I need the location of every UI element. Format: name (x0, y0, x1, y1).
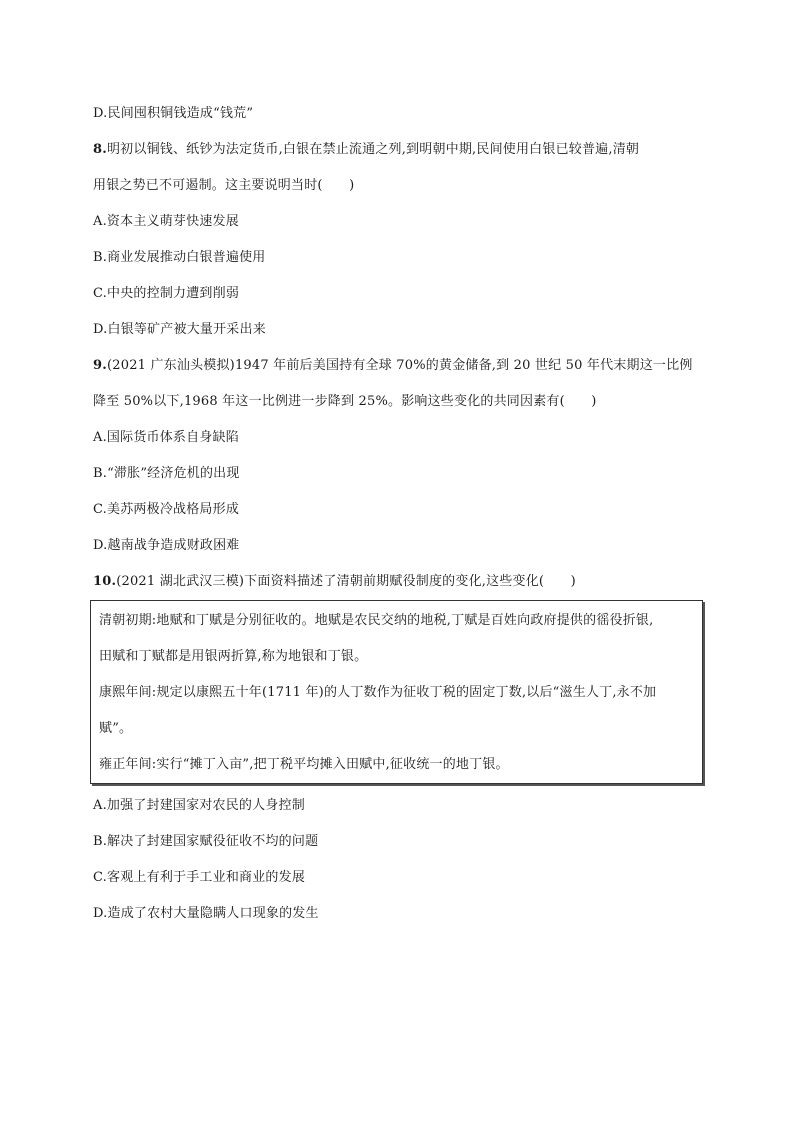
q8-option-d: D.白银等矿产被大量开采出来 (93, 322, 266, 337)
q8-stem-line2: 用银之势已不可遏制。这主要说明当时( ) (93, 178, 355, 193)
q9-option-a: A.国际货币体系自身缺陷 (93, 430, 239, 445)
q7-option-d: D.民间囤积铜钱造成“钱荒” (93, 106, 254, 121)
q8-option-c: C.中央的控制力遭到削弱 (93, 286, 240, 301)
q10-option-b: B.解决了封建国家赋役征收不均的问题 (93, 834, 319, 849)
q9-stem-line1 (93, 356, 693, 376)
q10-stem-text: (2021 湖北武汉三模)下面资料描述了清朝前期赋役制度的变化,这些变化( ) (116, 574, 576, 589)
q10-option-a: A.加强了封建国家对农民的人身控制 (93, 798, 305, 813)
q10-material-line4: 赋”。 (99, 721, 133, 736)
q9-stem-text-1: (2021 广东汕头模拟)1947 年前后美国持有全球 70%的黄金储备,到 20 世纪 50 年代末期这一比例 (106, 358, 693, 373)
q9-stem-line2: 降至 50%以下,1968 年这一比例进一步降到 25%。影响这些变化的共同因素有( ) (93, 394, 597, 409)
q10-material-line2: 田赋和丁赋都是用银两折算,称为地银和丁银。 (99, 649, 368, 664)
q9-option-c: C.美苏两极冷战格局形成 (93, 502, 240, 517)
q8-number: 8. (93, 142, 107, 157)
q10-option-d: D.造成了农村大量隐瞒人口现象的发生 (93, 906, 319, 921)
q10-material-box (90, 600, 703, 784)
q8-option-b: B.商业发展推动白银普遍使用 (93, 250, 266, 265)
q8-stem-text-1: 明初以铜钱、纸钞为法定货币,白银在禁止流通之列,到明朝中期,民间使用白银已较普遍,清朝 (106, 142, 640, 157)
q10-number: 10. (93, 574, 117, 589)
q10-option-c: C.客观上有利于手工业和商业的发展 (93, 870, 306, 885)
q10-material-line3: 康熙年间:规定以康熙五十年(1711 年)的人丁数作为征收丁税的固定丁数,以后“滋生人丁,永不加 (99, 685, 657, 700)
q9-option-b: B.“滞胀”经济危机的出现 (93, 466, 240, 481)
q9-option-d: D.越南战争造成财政困难 (93, 538, 240, 553)
q10-material-line1: 清朝初期:地赋和丁赋是分别征收的。地赋是农民交纳的地税,丁赋是百姓向政府提供的徭役折银, (99, 613, 654, 628)
q9-number: 9. (93, 358, 107, 373)
q10-material-line5: 雍正年间:实行“摊丁入亩”,把丁税平均摊入田赋中,征收统一的地丁银。 (99, 757, 509, 772)
q8-stem-line1 (93, 140, 639, 160)
q10-stem (93, 572, 576, 592)
q8-option-a: A.资本主义萌芽快速发展 (93, 214, 239, 229)
